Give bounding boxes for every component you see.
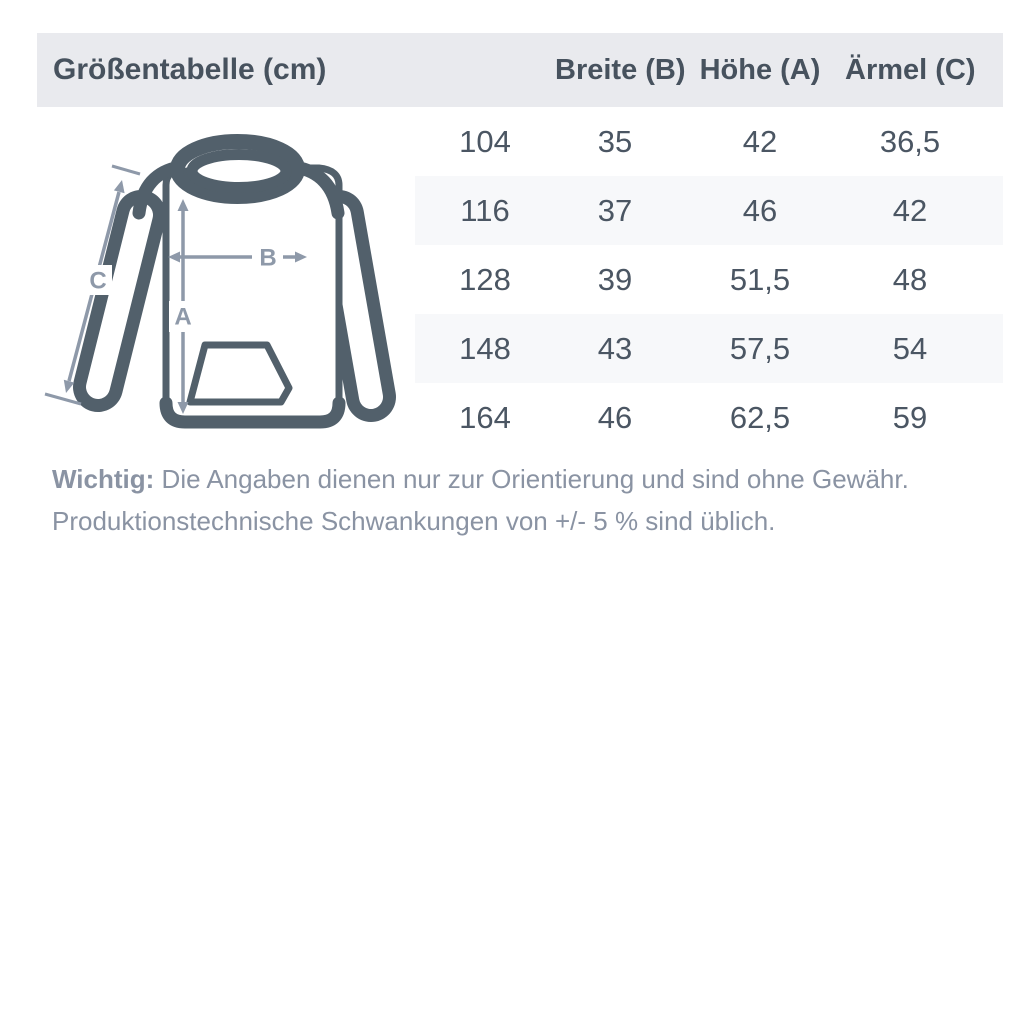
size-cell: 104 <box>459 123 511 159</box>
aermel-cell: 59 <box>892 399 928 435</box>
disclaimer-bold-label: Wichtig: <box>52 464 155 494</box>
dimension-label-a: A <box>174 303 192 331</box>
chart-title: Größentabelle (cm) <box>53 53 327 86</box>
hoehe-cell: 57,5 <box>729 330 791 366</box>
column-headers <box>415 33 1003 107</box>
hoehe-cell: 46 <box>742 192 778 228</box>
size-cell: 116 <box>460 192 510 228</box>
size-cell: 128 <box>459 261 511 297</box>
hoodie-outline-icon <box>98 142 371 423</box>
breite-cell: 37 <box>597 192 633 228</box>
aermel-cell: 42 <box>892 192 928 228</box>
column-header-hoehe: Höhe (A) <box>699 53 821 86</box>
header-band <box>37 33 1003 107</box>
aermel-cell: 36,5 <box>879 123 941 159</box>
aermel-cell: 48 <box>892 261 928 297</box>
breite-cell: 46 <box>597 399 633 435</box>
table-row <box>415 107 1003 176</box>
column-header-breite: Breite (B) <box>555 53 686 86</box>
table-row <box>415 383 1003 452</box>
disclaimer-text: Die Angaben dienen nur zur Orientierung und sind ohne Gewähr. <box>154 464 909 494</box>
hoehe-cell: 62,5 <box>729 399 791 435</box>
dimension-label-b: B <box>259 244 277 272</box>
hoehe-cell: 51,5 <box>729 261 791 297</box>
dimension-label-c: C <box>89 267 107 295</box>
breite-cell: 43 <box>597 330 633 366</box>
table-body <box>415 107 1003 452</box>
disclaimer-line-2: Produktionstechnische Schwankungen von +/- 5 % sind üblich. <box>52 506 776 536</box>
disclaimer-line-1 <box>52 458 982 500</box>
disclaimer-note <box>52 458 982 542</box>
table-row <box>415 245 1003 314</box>
table-row <box>415 314 1003 383</box>
size-cell: 148 <box>459 330 511 366</box>
hoehe-cell: 42 <box>742 123 778 159</box>
size-cell: 164 <box>459 399 511 435</box>
breite-cell: 39 <box>597 261 633 297</box>
table-row <box>415 176 1003 245</box>
column-header-aermel: Ärmel (C) <box>845 53 976 86</box>
breite-cell: 35 <box>597 123 633 159</box>
aermel-cell: 54 <box>892 330 928 366</box>
hoodie-diagram <box>40 125 420 445</box>
